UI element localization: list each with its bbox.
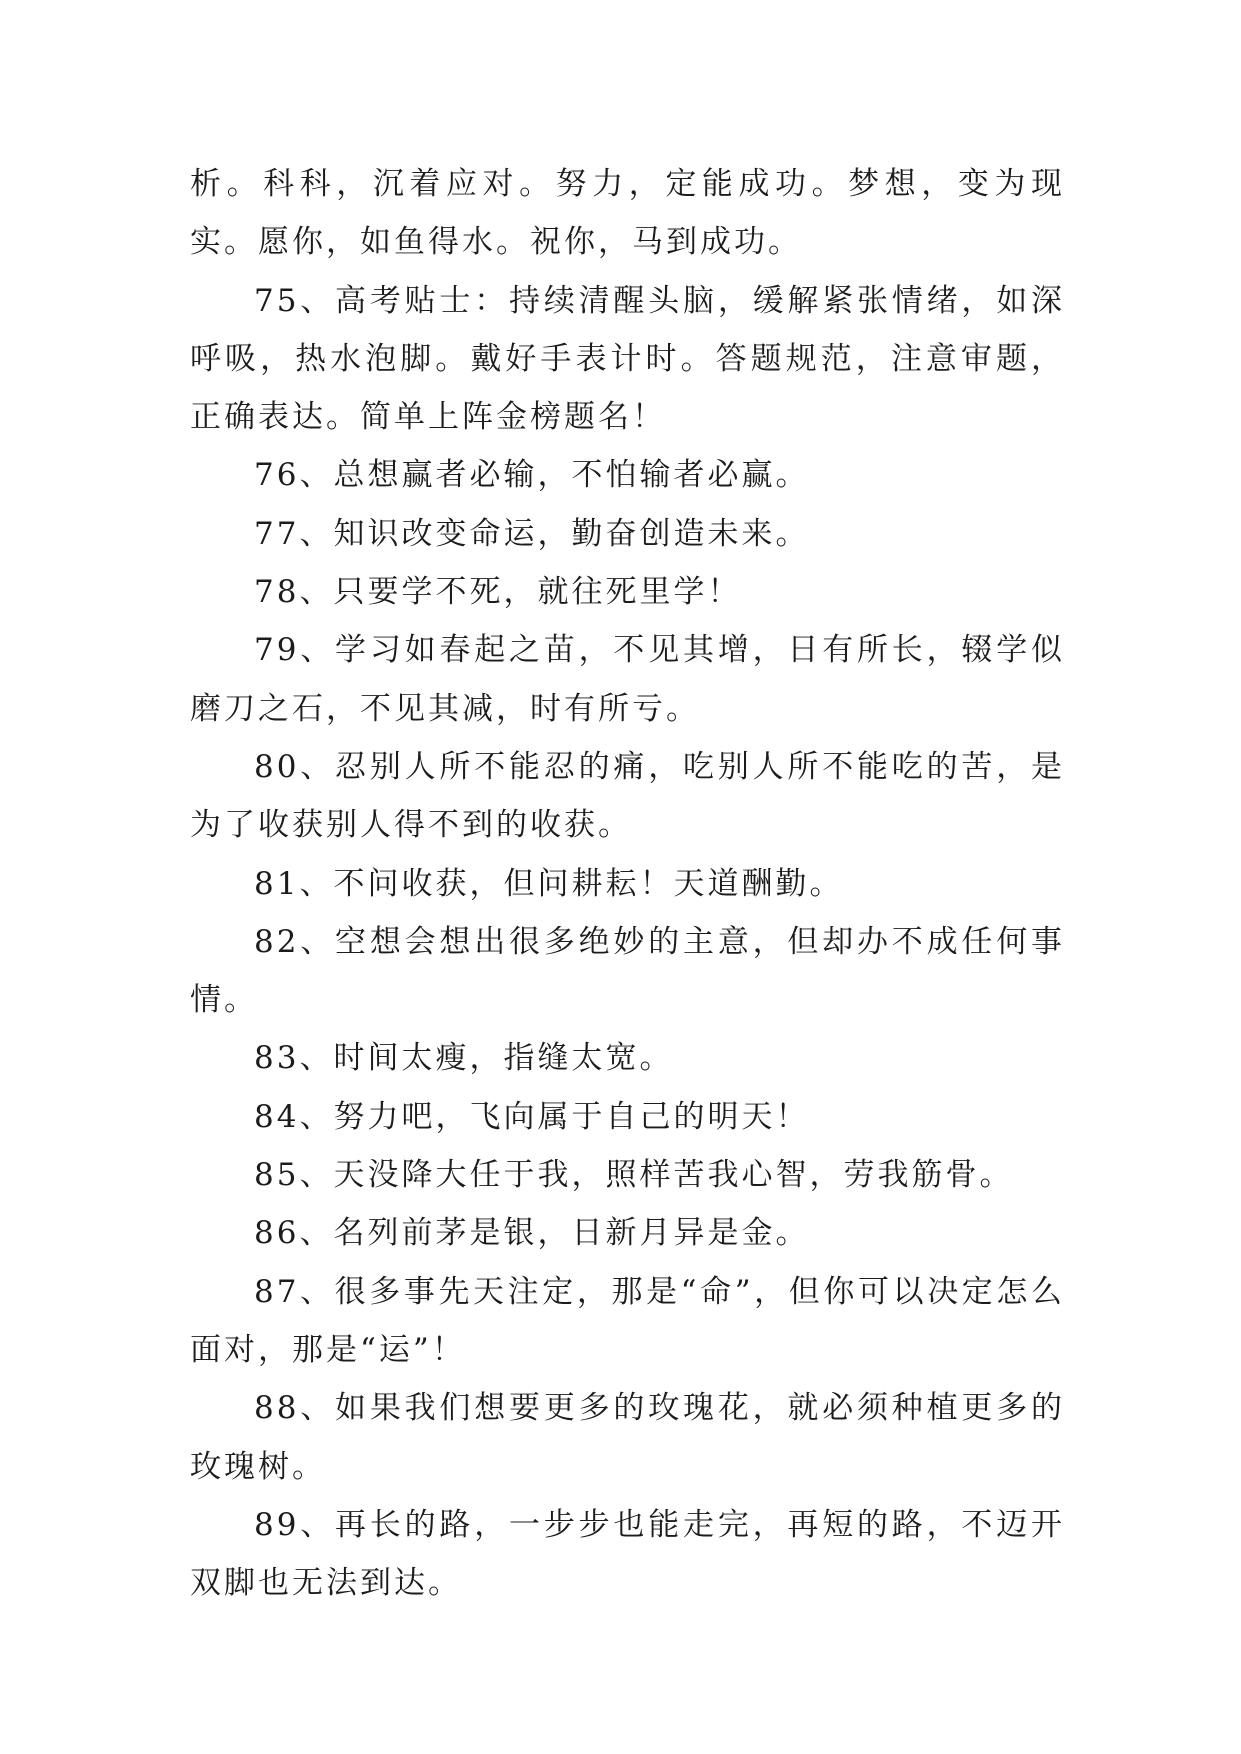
quote-item-87: 87、很多事先天注定，那是“命”，但你可以决定怎么面对，那是“运”！: [190, 1273, 1065, 1368]
document-body: [190, 155, 1065, 1612]
quote-item-81: 81、不问收获，但问耕耘！天道酬勤。: [254, 865, 844, 902]
quote-item-85: 85、天没降大任于我，照样苦我心智，劳我筋骨。: [254, 1157, 1014, 1194]
quote-item-76: 76、总想赢者必输，不怕输者必赢。: [254, 457, 810, 494]
quote-item-78: 78、只要学不死，就往死里学！: [254, 574, 742, 611]
quote-item-84: 84、努力吧，飞向属于自己的明天！: [254, 1098, 810, 1135]
quote-item-77: 77、知识改变命运，勤奋创造未来。: [254, 515, 810, 552]
quote-item-89: 89、再长的路，一步步也能走完，再短的路，不迈开双脚也无法到达。: [190, 1506, 1065, 1602]
paragraph-continued: 析。科科，沉着应对。努力，定能成功。梦想，变为现实。愿你，如鱼得水。祝你，马到成功。: [190, 166, 1065, 261]
quote-item-79: 79、学习如春起之苗，不见其增，日有所长，辍学似磨刀之石，不见其减，时有所亏。: [190, 632, 1065, 727]
quote-item-82: 82、空想会想出很多绝妙的主意，但却办不成任何事情。: [190, 923, 1065, 1019]
quote-item-83: 83、时间太瘦，指缝太宽。: [254, 1040, 674, 1077]
quote-item-80: 80、忍别人所不能忍的痛，吃别人所不能吃的苦，是为了收获别人得不到的收获。: [190, 748, 1065, 844]
quote-item-88: 88、如果我们想要更多的玫瑰花，就必须种植更多的玫瑰树。: [190, 1390, 1065, 1485]
quote-item-86: 86、名列前茅是银，日新月异是金。: [254, 1215, 810, 1252]
quote-item-75: 75、高考贴士：持续清醒头脑，缓解紧张情绪，如深呼吸，热水泡脚。戴好手表计时。答题规范，注意审题，正确表达。简单上阵金榜题名！: [190, 282, 1065, 436]
